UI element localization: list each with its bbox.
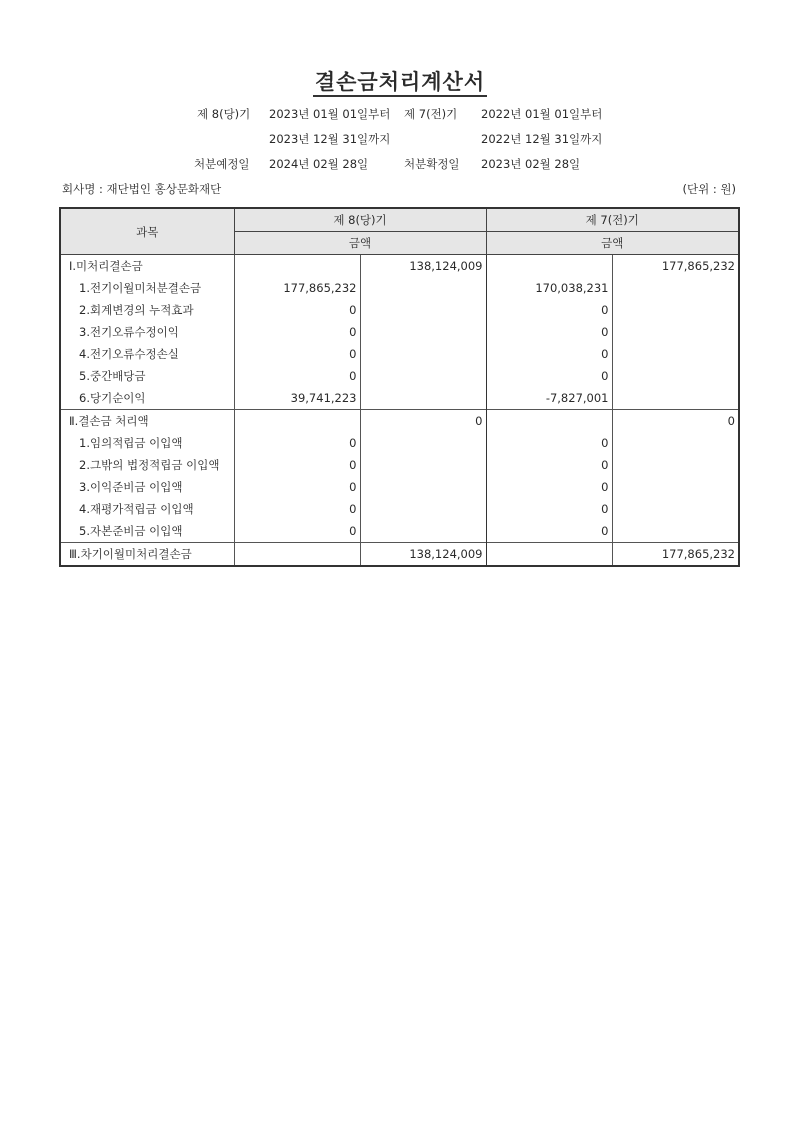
row-label: 6.당기순이익 [79, 391, 146, 405]
current-subtotal-cell: 0 [234, 299, 360, 321]
current-total-cell: 138,124,009 [360, 543, 486, 567]
prior-subtotal-cell [486, 410, 612, 433]
prior-subtotal-cell [486, 255, 612, 278]
current-subtotal-cell: 0 [234, 321, 360, 343]
current-total-cell [360, 299, 486, 321]
current-subtotal-cell: 0 [234, 343, 360, 365]
current-subtotal-cell: 177,865,232 [234, 277, 360, 299]
table-header-row [60, 208, 739, 232]
table-row [60, 299, 739, 321]
current-subtotal-cell: 0 [234, 520, 360, 543]
table-row [60, 277, 739, 299]
prior-subtotal-cell: 0 [486, 343, 612, 365]
current-total-cell [360, 520, 486, 543]
table-row [60, 343, 739, 365]
scheduled-date-label: 처분예정일 [194, 157, 250, 171]
row-label: 2.그밖의 법정적립금 이입액 [79, 458, 220, 472]
prior-subtotal-cell: 0 [486, 454, 612, 476]
prior-total-cell [612, 277, 739, 299]
prior-total-cell [612, 498, 739, 520]
table-row [60, 387, 739, 410]
prior-subtotal-cell [486, 543, 612, 567]
row-label: Ⅱ.결손금 처리액 [60, 410, 234, 433]
row-label: 1.임의적립금 이입액 [79, 436, 183, 450]
current-total-cell [360, 343, 486, 365]
table-row [60, 543, 739, 567]
table-row [60, 410, 739, 433]
current-total-cell: 0 [360, 410, 486, 433]
current-period-label: 제 8(당)기 [197, 107, 251, 121]
prior-total-cell [612, 520, 739, 543]
table-row [60, 520, 739, 543]
subject-header: 과목 [60, 208, 234, 255]
current-total-cell [360, 277, 486, 299]
prior-total-cell: 0 [612, 410, 739, 433]
prior-subtotal-cell: 0 [486, 321, 612, 343]
row-label: 4.전기오류수정손실 [79, 347, 179, 361]
current-total-cell: 138,124,009 [360, 255, 486, 278]
prior-subtotal-cell: -7,827,001 [486, 387, 612, 410]
current-total-cell [360, 365, 486, 387]
current-subtotal-cell [234, 543, 360, 567]
row-label: Ⅰ.미처리결손금 [69, 259, 143, 273]
row-label: 3.전기오류수정이익 [79, 325, 179, 339]
prior-period-to: 2022년 12월 31일까지 [481, 132, 603, 146]
table-row [60, 432, 739, 454]
row-label: 4.재평가적립금 이입액 [79, 502, 194, 516]
table-row [60, 321, 739, 343]
prior-subtotal-cell: 0 [486, 476, 612, 498]
current-amount-header: 금액 [234, 232, 486, 255]
current-period-from: 2023년 01월 01일부터 [269, 107, 391, 121]
current-subtotal-cell [234, 410, 360, 433]
prior-total-cell [612, 387, 739, 410]
current-subtotal-cell: 0 [234, 476, 360, 498]
prior-subtotal-cell: 0 [486, 520, 612, 543]
table-row [60, 498, 739, 520]
row-label: 2.회계변경의 누적효과 [79, 303, 194, 317]
table-row [60, 365, 739, 387]
prior-period-label: 제 7(전)기 [404, 107, 458, 121]
row-label: 5.자본준비금 이입액 [79, 524, 183, 538]
current-subtotal-cell [234, 255, 360, 278]
row-label: Ⅲ.차기이월미처리결손금 [60, 543, 234, 567]
current-subtotal-cell: 39,741,223 [234, 387, 360, 410]
row-label: 3.이익준비금 이입액 [79, 480, 183, 494]
current-total-cell [360, 454, 486, 476]
unit-label: (단위 : 원) [682, 182, 736, 196]
prior-total-cell [612, 432, 739, 454]
current-period-header: 제 8(당)기 [234, 208, 486, 232]
prior-period-from: 2022년 01월 01일부터 [481, 107, 603, 121]
prior-period-header: 제 7(전)기 [486, 208, 739, 232]
prior-amount-header: 금액 [486, 232, 739, 255]
confirmed-date-label: 처분확정일 [404, 157, 460, 171]
current-total-cell [360, 498, 486, 520]
scheduled-date: 2024년 02월 28일 [269, 157, 369, 171]
prior-subtotal-cell: 170,038,231 [486, 277, 612, 299]
current-subtotal-cell: 0 [234, 454, 360, 476]
current-total-cell [360, 432, 486, 454]
company-name: 회사명 : 재단법인 홍상문화재단 [62, 182, 222, 196]
prior-total-cell [612, 343, 739, 365]
prior-subtotal-cell: 0 [486, 498, 612, 520]
prior-total-cell [612, 476, 739, 498]
current-subtotal-cell: 0 [234, 498, 360, 520]
prior-total-cell [612, 454, 739, 476]
confirmed-date: 2023년 02월 28일 [481, 157, 581, 171]
table-row [60, 476, 739, 498]
prior-total-cell [612, 321, 739, 343]
prior-total-cell: 177,865,232 [612, 543, 739, 567]
prior-total-cell: 177,865,232 [612, 255, 739, 278]
row-label: 1.전기이월미처분결손금 [79, 281, 202, 295]
deficit-disposition-table [59, 207, 740, 567]
current-subtotal-cell: 0 [234, 365, 360, 387]
prior-subtotal-cell: 0 [486, 432, 612, 454]
row-label: 5.중간배당금 [79, 369, 146, 383]
prior-subtotal-cell: 0 [486, 365, 612, 387]
current-period-to: 2023년 12월 31일까지 [269, 132, 391, 146]
prior-subtotal-cell: 0 [486, 299, 612, 321]
current-total-cell [360, 476, 486, 498]
current-subtotal-cell: 0 [234, 432, 360, 454]
prior-total-cell [612, 365, 739, 387]
table-row [60, 454, 739, 476]
table-row [60, 255, 739, 278]
prior-total-cell [612, 299, 739, 321]
current-total-cell [360, 387, 486, 410]
document-title: 결손금처리계산서 [0, 66, 800, 96]
current-total-cell [360, 321, 486, 343]
